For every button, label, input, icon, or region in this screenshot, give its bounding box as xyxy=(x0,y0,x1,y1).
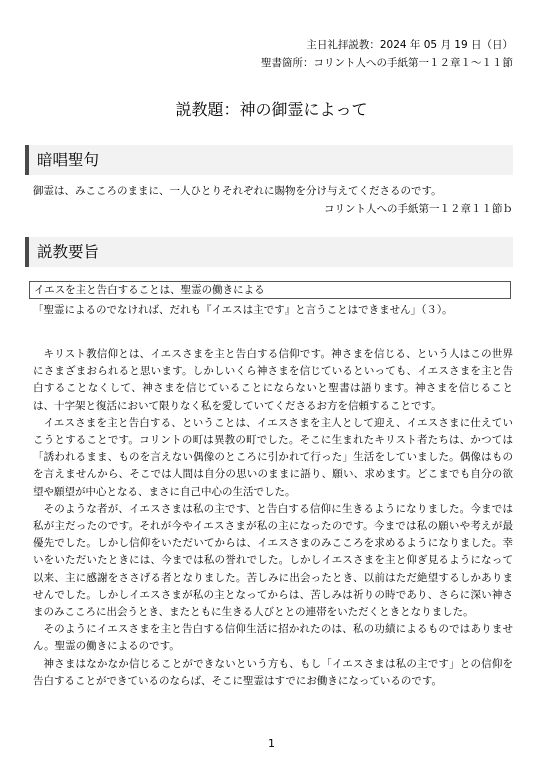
summary-subheading: イエスを主と告白することは、聖霊の働きによる xyxy=(29,281,511,299)
body-paragraph: 神さまはなかなか信じることができないという方も、もし「イエスさまは私の主です」との信仰を告白することができているのならば、そこに聖霊はすでにお働きになっているのです。 xyxy=(33,657,513,687)
recitation-heading: 暗唱聖句 xyxy=(25,145,513,175)
body-paragraph: キリスト教信仰とは、イエスさまを主と告白する信仰です。神さまを信じる、という人はこの世界にさまざまおられると思います。しかしいくら神さまを信じているといっても、イエスさまを主と告白することなくして、神さまを信じていることにならないと聖書は語ります。神さまを信じることは、十字架と復活において限りなく私を愛していてくださるお方を信頼することです。 xyxy=(33,348,513,412)
scripture-reference: 聖書箇所：コリント人への手紙第一１２章１～１１節 xyxy=(261,57,513,69)
sermon-date: 主日礼拝説教：2024 年 05 月 19 日（日） xyxy=(306,39,513,51)
body-paragraph: イエスさまを主と告白する、ということは、イエスさまを主人として迎え、イエスさまに仕えていこうとすることです。コリントの町は異教の町でした。そこに生まれたキリスト者たちは、かつては「誘われるまま、ものを言えない偶像のところに引かれて行った」生活をしていました。偶像はものを言えませんから、そこでは人間は自分の思いのままに語り、願い、求めます。どこまでも自分の欲望や願望が中心となる、まさに自己中心の生活でした。 xyxy=(33,416,513,498)
page-number: 1 xyxy=(268,737,275,750)
body-paragraph: そのようにイエスさまを主と告白する信仰生活に招かれたのは、私の功績によるものではありません。聖霊の働きによるのです。 xyxy=(33,623,513,653)
body-paragraph: そのような者が、イエスさまは私の主です、と告白する信仰に生きるようになりました。今までは私が主だったのです。それが今やイエスさまが私の主になったのです。今までは私の願いや考えが最優先でした。しかし信仰をいただいてからは、イエスさまのみこころを求めるようになりました。幸いをいただいたときには、今までは私の誉れでした。しかしイエスさまを主と仰ぎ見るようになって以来、主に感謝をささげる者となりました。苦しみに出会ったとき、以前はただ絶望するしかありませんでした。しかしイエスさまが私の主となってからは、苦しみは祈りの時であり、さらに深い神さまのみこころに出会うとき、またともに生きる人びととの連帯をいただくときとなりました。 xyxy=(33,502,513,619)
recitation-verse: 御霊は、みこころのままに、一人ひとりそれぞれに賜物を分け与えてくださるのです。 xyxy=(33,185,442,197)
summary-quote: 「聖霊によるのでなければ、だれも『イエスは主です』と言うことはできません」（３）。 xyxy=(33,304,453,316)
sermon-body xyxy=(33,346,513,690)
recitation-verse-reference: コリント人への手紙第一１２章１１節ｂ xyxy=(324,203,513,215)
sermon-title: 説教題：神の御霊によって xyxy=(175,100,368,119)
summary-heading: 説教要旨 xyxy=(25,237,513,267)
